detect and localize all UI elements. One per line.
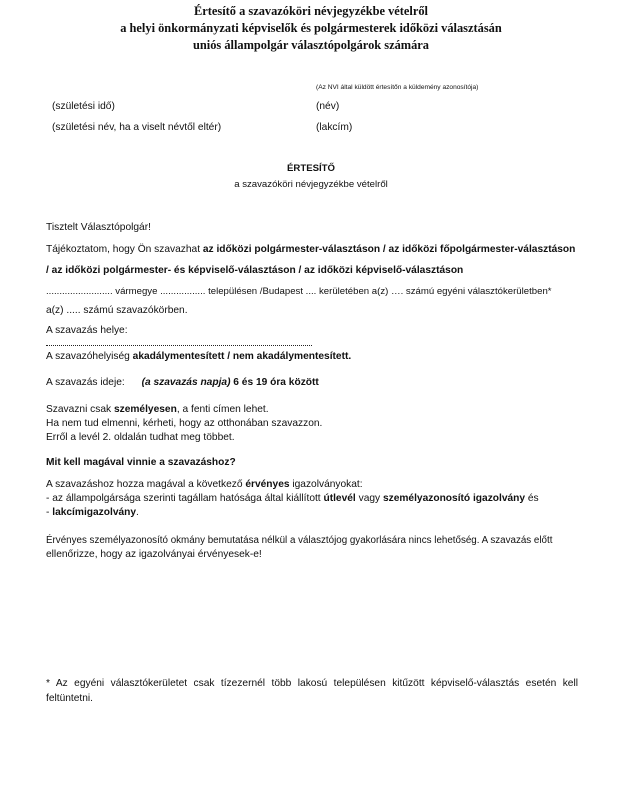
- doc1-id-card: személyazonosító igazolvány: [382, 493, 526, 504]
- doc1-suffix: és: [525, 493, 539, 504]
- doc2-address-card: lakcímigazolvány: [52, 507, 137, 518]
- personal-line: [46, 404, 269, 415]
- district-line: a(z) ..... számú szavazókörben.: [46, 305, 188, 316]
- time-label: A szavazás ideje:: [46, 377, 125, 388]
- notice-heading: ÉRTESÍTŐ: [287, 163, 335, 174]
- more-info-line: Erről a levél 2. oldalán tudhat meg többet.: [46, 432, 235, 443]
- title-line-2: a helyi önkormányzati képviselők és polgármesterek időközi választásán: [120, 21, 502, 35]
- info-prefix: Tájékoztatom, hogy Ön szavazhat: [46, 244, 203, 255]
- doc1-passport: útlevél: [323, 493, 356, 504]
- access-status: akadálymentesített / nem akadálymentesített.: [132, 351, 352, 362]
- bring-bold: érvényes: [245, 479, 290, 490]
- birth-name-label: (születési név, ha a viselt névtől eltér): [52, 122, 222, 133]
- bring-suffix: igazolványokat:: [289, 479, 363, 490]
- title-line-1: Értesítő a szavazóköri névjegyzékbe vételről: [194, 4, 428, 18]
- personal-bold: személyesen: [113, 404, 177, 415]
- location-line: ......................... vármegye ................. településen /Budapest .... kerületében a(z) …. számú egyéni választókerületben*: [46, 286, 552, 297]
- info-elections-2: / az időközi polgármester- és képviselő-választáson / az időközi képviselő-választáson: [46, 265, 464, 276]
- info-line-1: [46, 244, 575, 255]
- address-label: (lakcím): [316, 122, 353, 133]
- doc1-prefix: - az állampolgársága szerinti tagállam hatósága által kiállított: [46, 493, 324, 504]
- id-note: (Az NVI által küldött értesítőn a küldemény azonosítója): [316, 84, 479, 91]
- access-prefix: A szavazóhelyiség: [46, 351, 133, 362]
- personal-prefix: Szavazni csak: [46, 404, 114, 415]
- accessibility-line: [46, 351, 351, 362]
- time-date: (a szavazás napja): [141, 377, 231, 388]
- greeting: Tisztelt Választópolgár!: [46, 222, 151, 233]
- doc1-mid: vagy: [355, 493, 383, 504]
- document-line-2: [46, 507, 139, 518]
- bring-prefix: A szavazáshoz hozza magával a következő: [46, 479, 246, 490]
- bring-line: [46, 479, 363, 490]
- birth-date-label: (születési idő): [52, 101, 115, 112]
- bring-heading: Mit kell magával vinnie a szavazáshoz?: [46, 457, 236, 468]
- personal-suffix: , a fenti címen lehet.: [176, 404, 269, 415]
- time-hours: 6 és 19 óra között: [230, 377, 319, 388]
- info-elections-1: az időközi polgármester-választáson / az időközi főpolgármester-választáson: [202, 244, 576, 255]
- place-label: A szavazás helye:: [46, 325, 128, 336]
- place-dotted-line: [46, 345, 312, 346]
- notice-subheading: a szavazóköri névjegyzékbe vételről: [234, 179, 388, 190]
- doc2-suffix: .: [136, 507, 139, 518]
- document-line-1: [46, 493, 539, 504]
- home-vote-line: Ha nem tud elmenni, kérheti, hogy az otthonában szavazzon.: [46, 418, 323, 429]
- doc2-prefix: -: [46, 507, 53, 518]
- title-line-3: uniós állampolgár választópolgárok számára: [192, 38, 429, 52]
- time-line: [46, 377, 319, 388]
- footnote: * Az egyéni választókerületet csak tízezernél több lakosú településen kitűzött képviselő-választás esetén kell feltüntetni.: [46, 678, 578, 704]
- validity-line-2: ellenőrizze, hogy az igazolványai érvényesek-e!: [46, 549, 262, 560]
- name-label: (név): [316, 101, 340, 112]
- validity-line-1: Érvényes személyazonosító okmány bemutatása nélkül a választójog gyakorlására nincs lehetőség. A szavazás előtt: [46, 535, 553, 546]
